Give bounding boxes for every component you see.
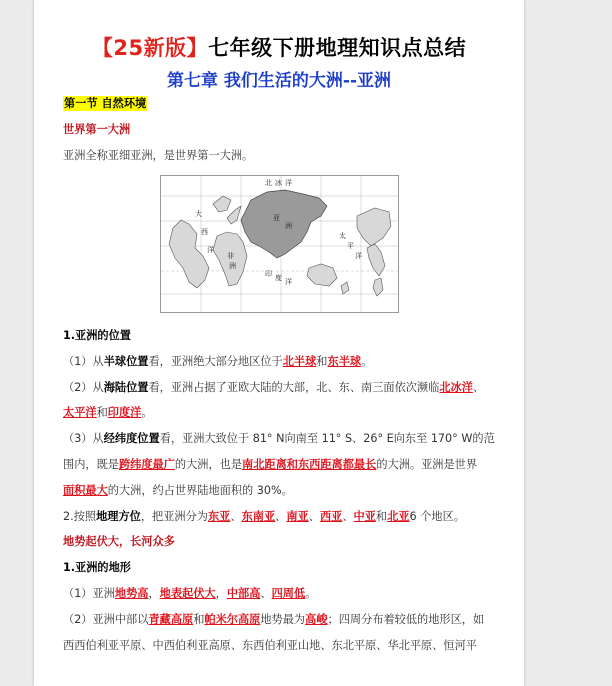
text-run: ， xyxy=(215,587,227,600)
text-run: 、 xyxy=(472,381,485,394)
text-run: 的大洲。亚洲是世界 xyxy=(376,458,478,471)
text-run: （2）亚洲中部以 xyxy=(63,613,149,626)
map-label: 平 xyxy=(347,242,354,250)
text-run: 和 xyxy=(193,613,205,626)
position-point-3 xyxy=(63,431,503,447)
answer-text: 印度洋 xyxy=(107,406,142,419)
text-run: 2.按照 xyxy=(63,510,97,523)
answer-text: 太平洋 xyxy=(63,406,97,419)
subsection-heading-terrain: 地势起伏大，长河众多 xyxy=(63,535,175,548)
text-run: 围内，既是 xyxy=(63,458,119,471)
answer-text: 北亚 xyxy=(387,510,410,523)
position-heading: 1.亚洲的位置 xyxy=(63,329,131,342)
answer-text: 跨纬度最广 xyxy=(118,458,175,471)
position-point-2-cont xyxy=(63,405,503,421)
answer-text: 东亚 xyxy=(207,510,231,523)
answer-text: 中亚 xyxy=(353,510,376,523)
text-run: 6 个地区。 xyxy=(409,510,465,523)
position-point-3-cont xyxy=(63,457,503,473)
map-label: 洋 xyxy=(285,179,292,187)
asia-region-shape xyxy=(241,190,327,258)
section-heading xyxy=(63,96,503,112)
answer-text: 四周低 xyxy=(271,587,306,600)
answer-text: 北半球 xyxy=(282,355,317,368)
position-point-3-end xyxy=(63,483,503,499)
edition-tag: 【25新版】 xyxy=(91,36,209,60)
text-run: 、 xyxy=(342,510,354,523)
map-label: 度 xyxy=(275,274,282,282)
text-run: 和 xyxy=(375,510,388,523)
map-label: 大 xyxy=(195,210,202,218)
terrain-point-1 xyxy=(63,586,503,602)
text-run: 、 xyxy=(260,587,272,600)
map-label: 北 xyxy=(265,179,272,187)
map-label: 印 xyxy=(265,270,272,278)
terrain-heading: 1.亚洲的地形 xyxy=(63,561,131,574)
map-label: 亚 xyxy=(273,214,280,222)
map-label: 洋 xyxy=(207,246,214,254)
map-label: 洋 xyxy=(355,252,362,260)
key-term: 海陆位置 xyxy=(103,381,149,394)
answer-text: 青藏高原 xyxy=(148,613,194,626)
answer-text: 面积最大 xyxy=(63,484,108,497)
map-label: 洋 xyxy=(285,278,292,286)
position-point-1 xyxy=(63,354,503,370)
text-run: ；四周分布着较低的地形区，如 xyxy=(327,613,485,626)
answer-text: 西亚 xyxy=(319,510,343,523)
answer-text: 南亚 xyxy=(286,510,309,523)
world-map-figure xyxy=(160,175,399,313)
answer-text: 地表起伏大 xyxy=(159,587,216,600)
text-run: 看，亚洲占据了亚欧大陆的大部，北、东、南三面依次濒临 xyxy=(148,381,440,394)
chapter-title: 第七章 我们生活的大洲--亚洲 xyxy=(166,71,392,91)
map-label: 冰 xyxy=(275,179,282,187)
map-label: 太 xyxy=(339,232,346,240)
text-run: （1）亚洲 xyxy=(63,587,115,600)
answer-text: 中部高 xyxy=(226,587,261,600)
answer-text: 北冰洋 xyxy=(439,381,473,394)
answer-text: 南北距离和东西距离都最长 xyxy=(242,458,377,471)
position-point-2 xyxy=(63,380,503,396)
terrain-point-2-cont: 西西伯利亚平原、中西伯利亚高原、东西伯利亚山地、东北平原、华北平原、恒河平 xyxy=(63,639,477,652)
key-term: 半球位置 xyxy=(103,355,149,368)
section-label: 第一节 自然环境 xyxy=(64,97,147,110)
text-run: 、 xyxy=(275,510,287,523)
map-label: 洲 xyxy=(229,262,236,270)
text-run: 、 xyxy=(230,510,242,523)
answer-text: 东南亚 xyxy=(241,510,276,523)
text-run: 。 xyxy=(141,406,153,419)
text-run: （1）从 xyxy=(63,355,104,368)
text-run: ，把亚洲分为 xyxy=(140,510,208,523)
title-main: 七年级下册地理知识点总结 xyxy=(208,36,467,60)
text-run: 和 xyxy=(96,406,108,419)
document-page xyxy=(34,0,524,686)
answer-text: 高峻 xyxy=(305,613,328,626)
answer-text: 帕米尔高原 xyxy=(204,613,261,626)
text-run: （3）从 xyxy=(63,432,104,445)
intro-paragraph: 亚洲全称亚细亚洲，是世界第一大洲。 xyxy=(63,149,254,162)
subsection-heading-largest: 世界第一大洲 xyxy=(63,123,131,136)
text-run: 。 xyxy=(361,355,373,368)
text-run: ， xyxy=(148,587,160,600)
key-term: 经纬度位置 xyxy=(103,432,160,445)
map-label: 非 xyxy=(227,252,234,260)
document-title xyxy=(34,32,524,62)
text-run: 和 xyxy=(316,355,328,368)
map-label: 洲 xyxy=(285,222,292,230)
map-label: 西 xyxy=(201,228,208,236)
answer-text: 地势高 xyxy=(114,587,149,600)
text-run: 地势最为 xyxy=(260,613,306,626)
text-run: （2）从 xyxy=(63,381,104,394)
text-run: 看，亚洲大致位于 81° N向南至 11° S、26° E向东至 170° W的范 xyxy=(159,432,495,445)
regions-paragraph xyxy=(63,509,503,525)
text-run: 。 xyxy=(305,587,317,600)
key-term: 地理方位 xyxy=(96,510,141,523)
text-run: 、 xyxy=(308,510,320,523)
terrain-point-2 xyxy=(63,612,503,628)
text-run: 的大洲，也是 xyxy=(174,458,243,471)
text-run: 的大洲，约占世界陆地面积的 30%。 xyxy=(107,484,293,497)
text-run: 看，亚洲绝大部分地区位于 xyxy=(148,355,283,368)
answer-text: 东半球 xyxy=(327,355,362,368)
